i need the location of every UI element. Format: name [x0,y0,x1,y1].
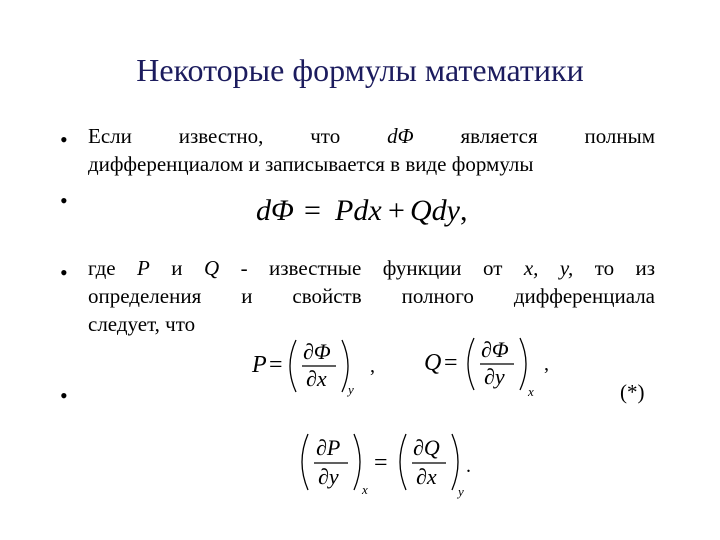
formula-dq-num: ∂Q [413,435,440,460]
formula-dphi-term1: Pdx [335,194,382,227]
word: известно, [178,124,264,148]
formula-equality-dot: . [466,455,471,477]
word-p: P [137,256,150,280]
formula-dphi-lhs: dΦ [256,194,294,227]
formula-p-num: ∂Φ [303,339,331,364]
formula-dphi-plus: + [388,194,405,227]
word: полного [401,284,474,308]
word: и [171,256,183,280]
paren-left-icon [302,434,308,490]
formula-equality [290,428,490,504]
formula-dp-sub: x [362,482,368,497]
formula-dp-den: ∂y [318,464,339,489]
word: дифференциала [513,284,656,308]
paren-right-icon [354,434,360,490]
bullet-3: • [60,260,68,285]
word: свойств [292,284,362,308]
formula-q-symbol: Q [424,350,442,376]
bullet-4: • [60,383,68,408]
formula-dphi-term2: Qdy [410,194,460,227]
word: Если [88,124,132,148]
word: - [240,256,248,280]
paren-left-icon [290,340,296,392]
word: полным [584,124,656,148]
formula-q-eq: = [444,350,458,376]
formula-dphi-eq: = [304,194,321,227]
word: функции [382,256,462,280]
formula-q-den: ∂y [484,364,505,389]
word: что [310,124,341,148]
word: то [594,256,615,280]
paragraph-2-line-3: следует, что [88,312,196,336]
bullet-2: • [60,188,68,213]
formula-p-den: ∂x [306,366,327,391]
word-q: Q [203,256,220,280]
formula-p-sub: y [348,382,354,397]
paren-left-icon [468,338,474,390]
formula-p-symbol: P [252,352,267,378]
formula-q-comma: , [544,353,549,375]
word: и [241,284,253,308]
word-x: x, [523,256,539,280]
formula-equality-eq: = [374,450,388,476]
paragraph-1-line-1 [88,122,655,150]
formula-dq-sub: y [458,484,464,499]
formula-q-sub: x [528,384,534,399]
word: определения [88,284,202,308]
word: является [460,124,538,148]
paragraph-2-line-1 [88,254,655,282]
equation-mark: (*) [620,380,645,404]
paren-right-icon [452,434,458,490]
word: известные [269,256,362,280]
paren-right-icon [520,338,526,390]
word-dphi: dΦ [387,124,414,148]
paragraph-2 [88,254,655,338]
bullet-1: • [60,127,68,152]
formula-dq-den: ∂x [416,464,437,489]
paragraph-1 [88,122,655,178]
formula-p-eq: = [269,352,283,378]
formula-p-comma: , [370,355,375,377]
word: где [88,256,116,280]
paragraph-1-line-2: дифференциалом и записывается в виде формулы [88,152,534,176]
slide-title: Некоторые формулы математики [136,52,584,88]
word-y: y, [559,256,574,280]
formula-partials [248,334,568,406]
word: от [482,256,503,280]
formula-q-num: ∂Φ [481,337,509,362]
word: из [635,256,656,280]
formula-dphi [250,188,480,232]
formula-dp-num: ∂P [316,435,341,460]
formula-dphi-comma: , [460,194,468,227]
paren-left-icon [400,434,406,490]
paragraph-2-line-2 [88,282,655,310]
